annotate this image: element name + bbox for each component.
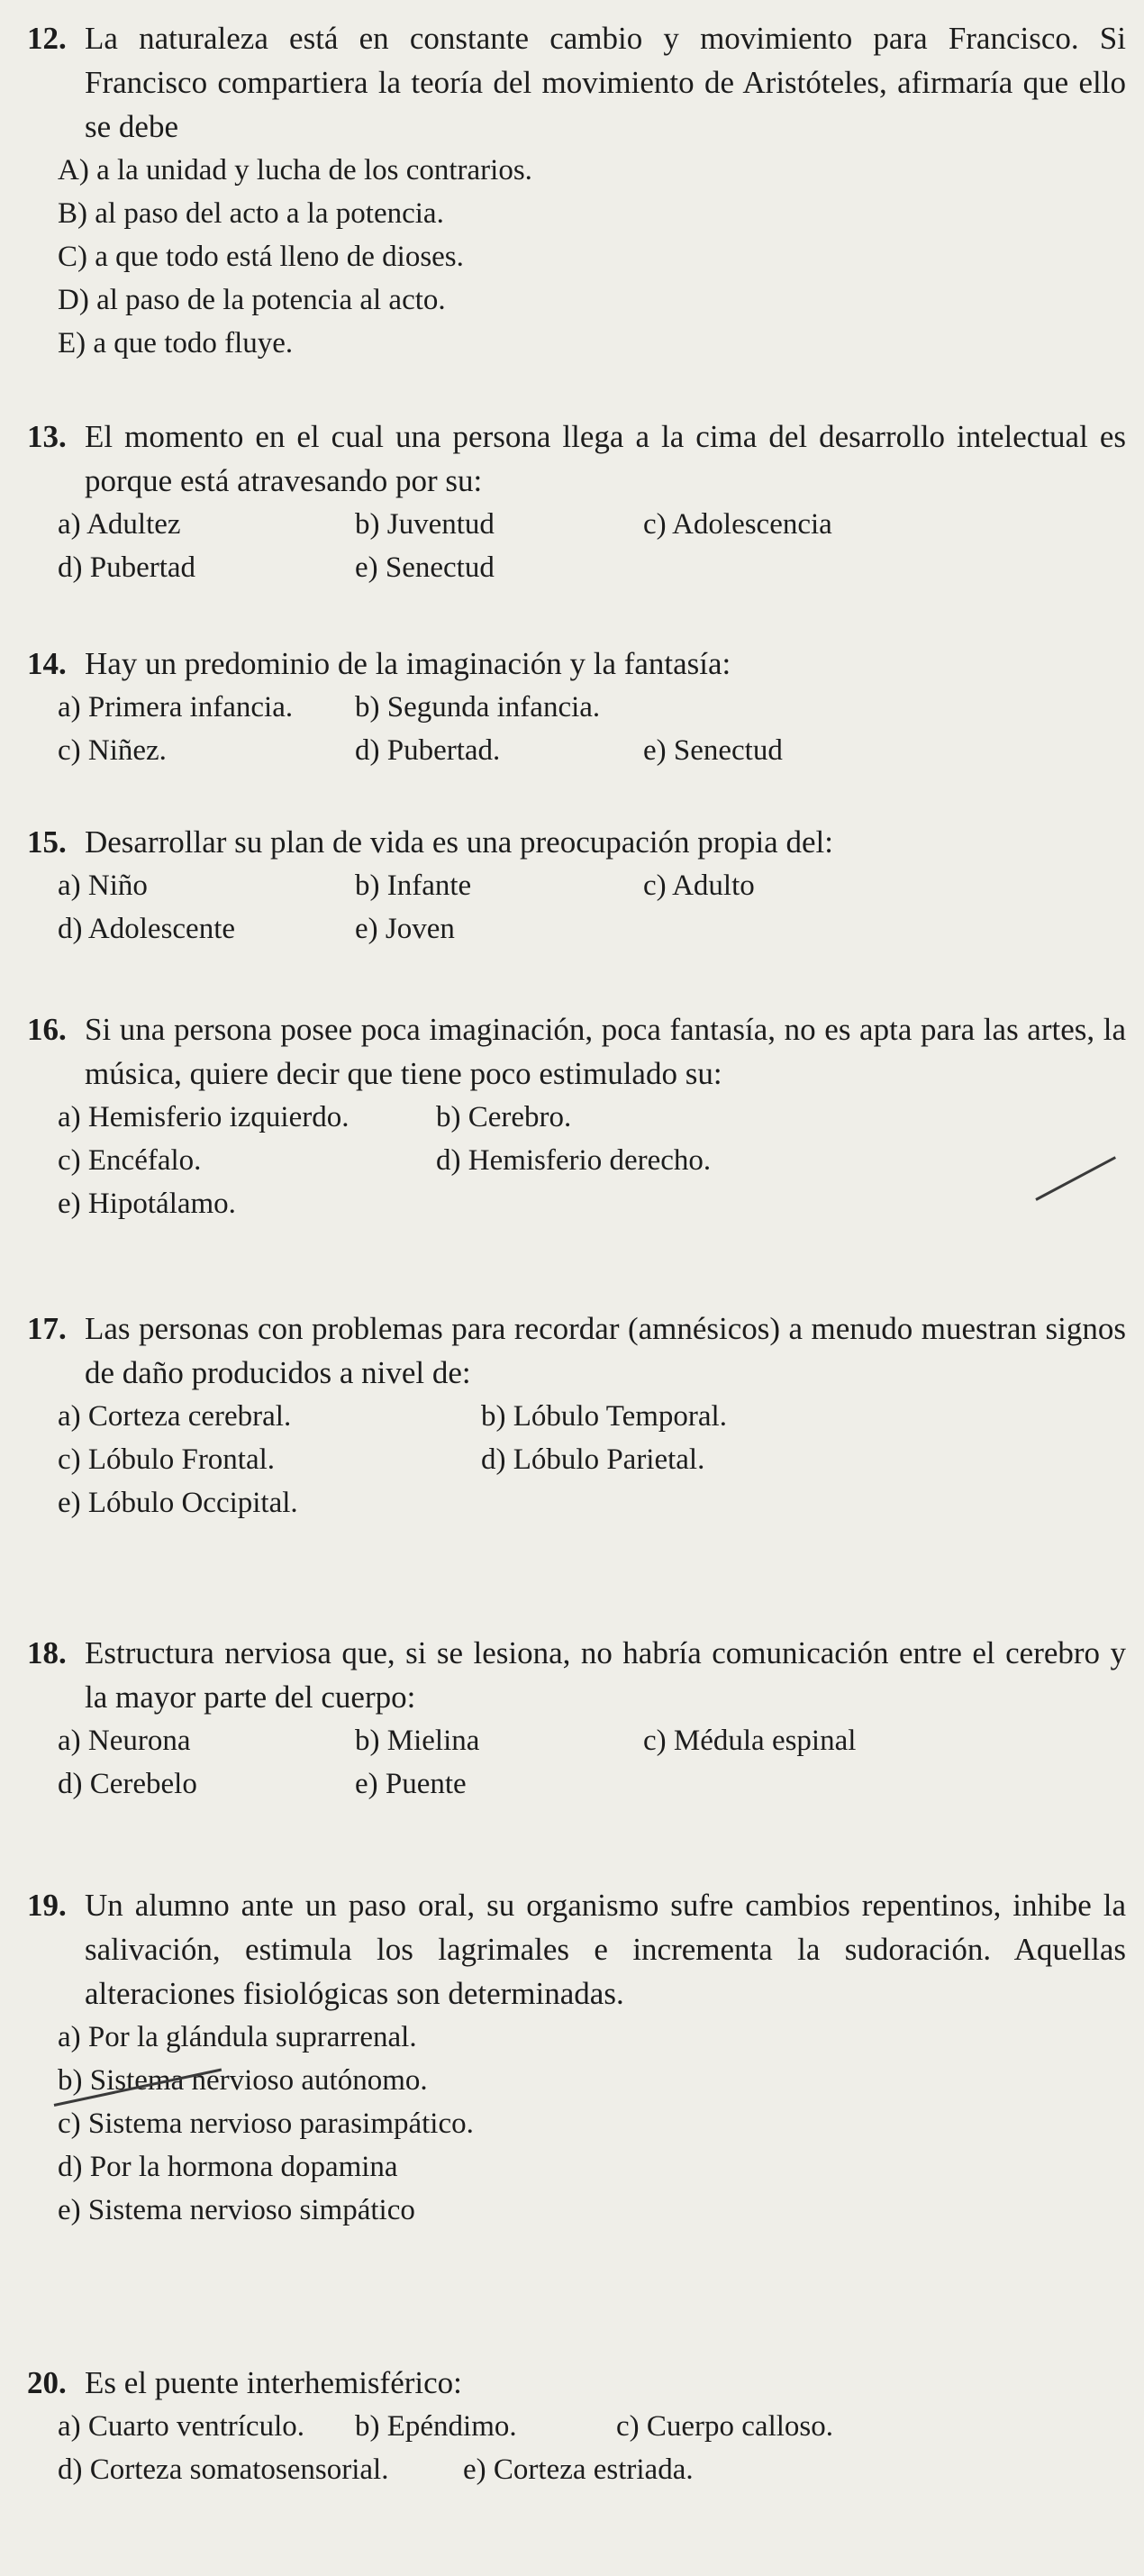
question-18 xyxy=(27,1631,1126,1806)
option-e[interactable]: e) Lóbulo Occipital. xyxy=(58,1487,298,1519)
question-15 xyxy=(27,820,1126,951)
option-b[interactable]: b) Sistema nervioso autónomo. xyxy=(58,2064,428,2097)
option-a[interactable]: a) Niño xyxy=(58,869,148,902)
option-a[interactable]: a) Hemisferio izquierdo. xyxy=(58,1101,350,1133)
option-b[interactable]: b) Epéndimo. xyxy=(355,2410,517,2443)
question-stem: 17. Las personas con problemas para recordar (amnésicos) a menudo muestran signos de daño producidos a nivel de: xyxy=(27,1306,1126,1395)
option-b[interactable]: b) Mielina xyxy=(355,1725,480,1757)
option-c[interactable]: C) a que todo está lleno de dioses. xyxy=(58,241,464,273)
question-13 xyxy=(27,414,1126,589)
question-14 xyxy=(27,642,1126,772)
option-b[interactable]: b) Segunda infancia. xyxy=(355,691,601,724)
option-b[interactable]: b) Juventud xyxy=(355,508,495,541)
option-d[interactable]: d) Hemisferio derecho. xyxy=(436,1144,712,1177)
option-b[interactable]: b) Infante xyxy=(355,869,472,902)
question-stem: 16. Si una persona posee poca imaginación, poca fantasía, no es apta para las artes, la música, quiere decir que tiene poco estimulado su: xyxy=(27,1007,1126,1096)
options-list xyxy=(58,2016,1126,2232)
option-c[interactable]: c) Cuerpo calloso. xyxy=(616,2410,834,2443)
options-list xyxy=(58,1096,1126,1225)
option-e[interactable]: e) Puente xyxy=(355,1768,467,1800)
question-number: 17. xyxy=(27,1311,67,1346)
option-c[interactable]: c) Adolescencia xyxy=(643,508,832,541)
options-list xyxy=(58,1395,1126,1525)
option-e[interactable]: E) a que todo fluye. xyxy=(58,327,294,360)
question-number: 20. xyxy=(27,2365,67,2400)
options-list xyxy=(58,149,1126,365)
question-number: 18. xyxy=(27,1635,67,1670)
option-a[interactable]: a) Neurona xyxy=(58,1725,191,1757)
option-c[interactable]: c) Adulto xyxy=(643,869,755,902)
question-stem: 14. Hay un predominio de la imaginación y la fantasía: xyxy=(27,642,1126,686)
option-e[interactable]: e) Joven xyxy=(355,913,455,945)
option-b[interactable]: b) Cerebro. xyxy=(436,1101,572,1133)
option-d[interactable]: d) Cerebelo xyxy=(58,1768,197,1800)
question-stem: 20. Es el puente interhemisférico: xyxy=(27,2361,1126,2405)
question-stem: 12. La naturaleza está en constante cambio y movimiento para Francisco. Si Francisco compartiera la teoría del movimiento de Aristóteles, afirmaría que ello se debe xyxy=(27,16,1126,149)
option-a[interactable]: A) a la unidad y lucha de los contrarios. xyxy=(58,154,532,187)
option-d[interactable]: d) Pubertad xyxy=(58,551,196,584)
option-c[interactable]: c) Sistema nervioso parasimpático. xyxy=(58,2107,474,2140)
question-stem: 15. Desarrollar su plan de vida es una preocupación propia del: xyxy=(27,820,1126,864)
question-number: 13. xyxy=(27,419,67,454)
option-e[interactable]: e) Corteza estriada. xyxy=(463,2453,694,2486)
question-stem: 13. El momento en el cual una persona llega a la cima del desarrollo intelectual es porque está atravesando por su: xyxy=(27,414,1126,503)
option-d[interactable]: d) Pubertad. xyxy=(355,734,501,767)
option-d[interactable]: D) al paso de la potencia al acto. xyxy=(58,284,446,316)
question-number: 14. xyxy=(27,646,67,681)
question-number: 12. xyxy=(27,21,67,56)
option-c[interactable]: c) Niñez. xyxy=(58,734,167,767)
question-19 xyxy=(27,1883,1126,2232)
option-a[interactable]: a) Primera infancia. xyxy=(58,691,294,724)
options-list xyxy=(58,2405,1126,2491)
options-list xyxy=(58,686,1126,772)
option-b[interactable]: b) Lóbulo Temporal. xyxy=(481,1400,727,1433)
option-c[interactable]: c) Encéfalo. xyxy=(58,1144,202,1177)
options-list xyxy=(58,503,1126,589)
options-list xyxy=(58,864,1126,951)
question-16 xyxy=(27,1007,1126,1225)
question-12 xyxy=(27,16,1126,365)
option-e[interactable]: e) Sistema nervioso simpático xyxy=(58,2194,415,2226)
option-d[interactable]: d) Lóbulo Parietal. xyxy=(481,1443,705,1476)
option-e[interactable]: e) Hipotálamo. xyxy=(58,1188,236,1220)
option-d[interactable]: d) Adolescente xyxy=(58,913,236,945)
question-stem: 19. Un alumno ante un paso oral, su organismo sufre cambios repentinos, inhibe la salivación, estimula los lagrimales e incrementa la sudoración. Aquellas alteraciones fisiológicas son determinadas. xyxy=(27,1883,1126,2016)
options-list xyxy=(58,1719,1126,1806)
question-number: 15. xyxy=(27,824,67,860)
option-d[interactable]: d) Corteza somatosensorial. xyxy=(58,2453,389,2486)
option-c[interactable]: c) Médula espinal xyxy=(643,1725,857,1757)
option-e[interactable]: e) Senectud xyxy=(643,734,783,767)
option-a[interactable]: a) Corteza cerebral. xyxy=(58,1400,292,1433)
option-c[interactable]: c) Lóbulo Frontal. xyxy=(58,1443,276,1476)
question-number: 16. xyxy=(27,1012,67,1047)
question-17 xyxy=(27,1306,1126,1525)
option-a[interactable]: a) Adultez xyxy=(58,508,181,541)
question-20 xyxy=(27,2361,1126,2491)
option-d[interactable]: d) Por la hormona dopamina xyxy=(58,2151,398,2183)
question-number: 19. xyxy=(27,1888,67,1923)
option-a[interactable]: a) Cuarto ventrículo. xyxy=(58,2410,304,2443)
option-a[interactable]: a) Por la glándula suprarrenal. xyxy=(58,2021,417,2053)
option-e[interactable]: e) Senectud xyxy=(355,551,495,584)
question-stem: 18. Estructura nerviosa que, si se lesiona, no habría comunicación entre el cerebro y la mayor parte del cuerpo: xyxy=(27,1631,1126,1719)
option-b[interactable]: B) al paso del acto a la potencia. xyxy=(58,197,444,230)
